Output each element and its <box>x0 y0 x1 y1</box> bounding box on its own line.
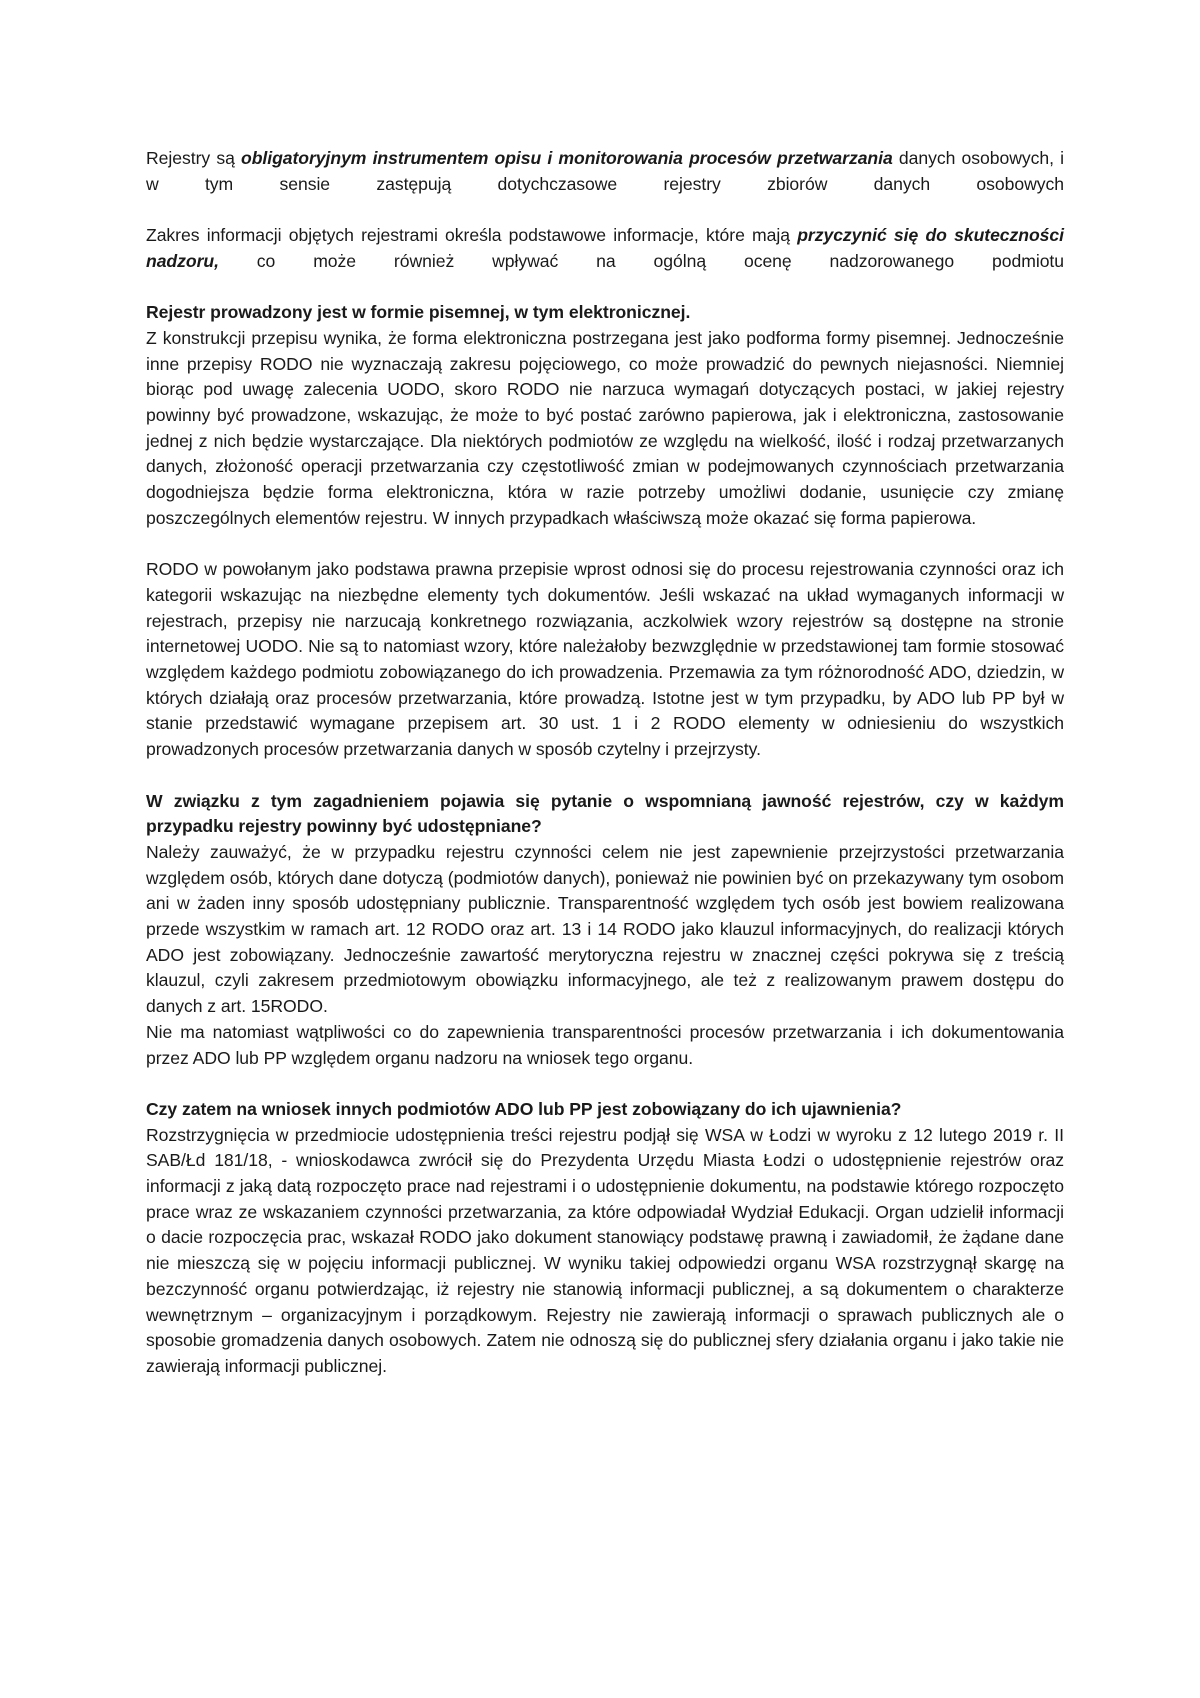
document-body <box>146 146 1064 1380</box>
paragraph-scope-of-information <box>146 223 1064 300</box>
paragraph-written-form: Rejestr prowadzony jest w formie pisemnej, w tym elektronicznej. <box>146 302 691 323</box>
paragraph-spacer <box>146 532 1064 558</box>
section-heading-transparency: W związku z tym zagadnieniem pojawia się pytanie o wspomnianą jawność rejestrów, czy w każdym przypadku rejestry powinny być udostępniane? <box>146 790 1064 837</box>
paragraph-supervisory-authority: Nie ma natomiast wątpliwości co do zapewnienia transparentności procesów przetwarzania i ich dokumentowania przez ADO lub PP względem organu nadzoru na wniosek tego organu. <box>146 1021 1064 1068</box>
text-fragment: danych osobowych, i w tym sensie zastępują dotychczasowe rejestry zbiorów danych osobowych <box>146 148 1064 194</box>
emphasis-text: przyczynić się do skuteczności nadzoru, <box>146 225 1064 271</box>
paragraph-electronic-form: Z konstrukcji przepisu wynika, że forma elektroniczna postrzegana jest jako podforma formy pisemnej. Jednocześnie inne przepisy RODO nie wyznaczają zakresu pojęciowego, co może prowadzić do pewnych niejasności. Niemniej biorąc pod uwagę zalecenia UODO, skoro RODO nie narzuca wymagań dotyczących postaci, w jakiej rejestry powinny być prowadzone, wskazując, że może to być postać zarówno papierowa, jak i elektroniczna, zastosowanie jednej z nich będzie wystarczające. Dla niektórych podmiotów ze względu na wielkość, ilość i rodzaj przetwarzanych danych, złożoność operacji przetwarzania czy częstotliwość zmian w podejmowanych czynnościach przetwarzania dogodniejsza będzie forma elektroniczna, która w razie potrzeby umożliwi dodanie, usunięcie czy zmianę poszczególnych elementów rejestru. W innych przypadkach właściwszą może okazać się forma papierowa. <box>146 327 1064 528</box>
paragraph-spacer <box>146 763 1064 789</box>
paragraph-registers-obligatory <box>146 146 1064 223</box>
paragraph-wsa-judgment: Rozstrzygnięcia w przedmiocie udostępnienia treści rejestru podjął się WSA w Łodzi w wyroku z 12 lutego 2019 r. II SAB/Łd 181/18, - wnioskodawca zwrócił się do Prezydenta Urzędu Miasta Łodzi o udostępnienie rejestrów oraz informacji z jaką datą rozpoczęto prace nad rejestrami i o udostępnienie dokumentu, na podstawie którego rozpoczęto prace wraz ze wskazaniem czynności przetwarzania, za które odpowiadał Wydział Edukacji. Organ udzielił informacji o dacie rozpoczęcia prac, wskazał RODO jako dokument stanowiący podstawę prawną i zawiadomił, że żądane dane nie mieszczą się w pojęciu informacji publicznej. W wyniku takiej odpowiedzi organu WSA rozstrzygnął skargę na bezczynność organu potwierdzając, iż rejestry nie stanowią informacji publicznej, a są dokumentem o charakterze wewnętrznym – organizacyjnym i porządkowym. Rejestry nie zawierają informacji o sprawach publicznych ale o sposobie gromadzenia danych osobowych. Zatem nie odnoszą się do publicznej sfery działania organu i jako takie nie zawierają informacji publicznej. <box>146 1124 1064 1376</box>
section-heading-disclosure: Czy zatem na wniosek innych podmiotów ADO lub PP jest zobowiązany do ich ujawnienia? <box>146 1098 902 1119</box>
paragraph-spacer <box>146 1071 1064 1097</box>
paragraph-rodo-basis: RODO w powołanym jako podstawa prawna przepisie wprost odnosi się do procesu rejestrowania czynności oraz ich kategorii wskazując na niezbędne elementy tych dokumentów. Jeśli wskazać na układ wymaganych informacji w rejestrach, przepisy nie narzucają konkretnego rozwiązania, aczkolwiek wzory rejestrów są dostępne na stronie internetowej UODO. Nie są to natomiast wzory, które należałoby bezwzględnie w przedstawionej tam formie stosować względem każdego podmiotu zobowiązanego do ich prowadzenia. Przemawia za tym różnorodność ADO, dziedzin, w których działają oraz procesów przetwarzania, które prowadzą. Istotne jest w tym przypadku, by ADO lub PP był w stanie przedstawić wymagane przepisem art. 30 ust. 1 i 2 RODO elementy w odniesieniu do wszystkich prowadzonych procesów przetwarzania danych w sposób czytelny i przejrzysty. <box>146 559 1064 760</box>
text-fragment: Zakres informacji objętych rejestrami określa podstawowe informacje, które mają <box>146 225 798 246</box>
paragraph-transparency: Należy zauważyć, że w przypadku rejestru czynności celem nie jest zapewnienie przejrzystości przetwarzania względem osób, których dane dotyczą (podmiotów danych), ponieważ nie powinien być on przekazywany tym osobom ani w żaden inny sposób udostępniany publicznie. Transparentność względem tych osób jest bowiem realizowana przede wszystkim w ramach art. 12 RODO oraz art. 13 i 14 RODO jako klauzul informacyjnych, do realizacji których ADO jest zobowiązany. Jednocześnie zawartość merytoryczna rejestru w znacznej części pokrywa się z treścią klauzul, czyli zakresem przedmiotowym obowiązku informacyjnego, ale też z realizowanym prawem dostępu do danych z art. 15RODO. <box>146 841 1064 1017</box>
text-fragment: Rejestry są <box>146 148 241 168</box>
emphasis-text: obligatoryjnym instrumentem opisu i monitorowania procesów przetwarzania <box>241 148 893 168</box>
text-fragment: co może również wpływać na ogólną ocenę nadzorowanego podmiotu <box>218 250 1064 271</box>
